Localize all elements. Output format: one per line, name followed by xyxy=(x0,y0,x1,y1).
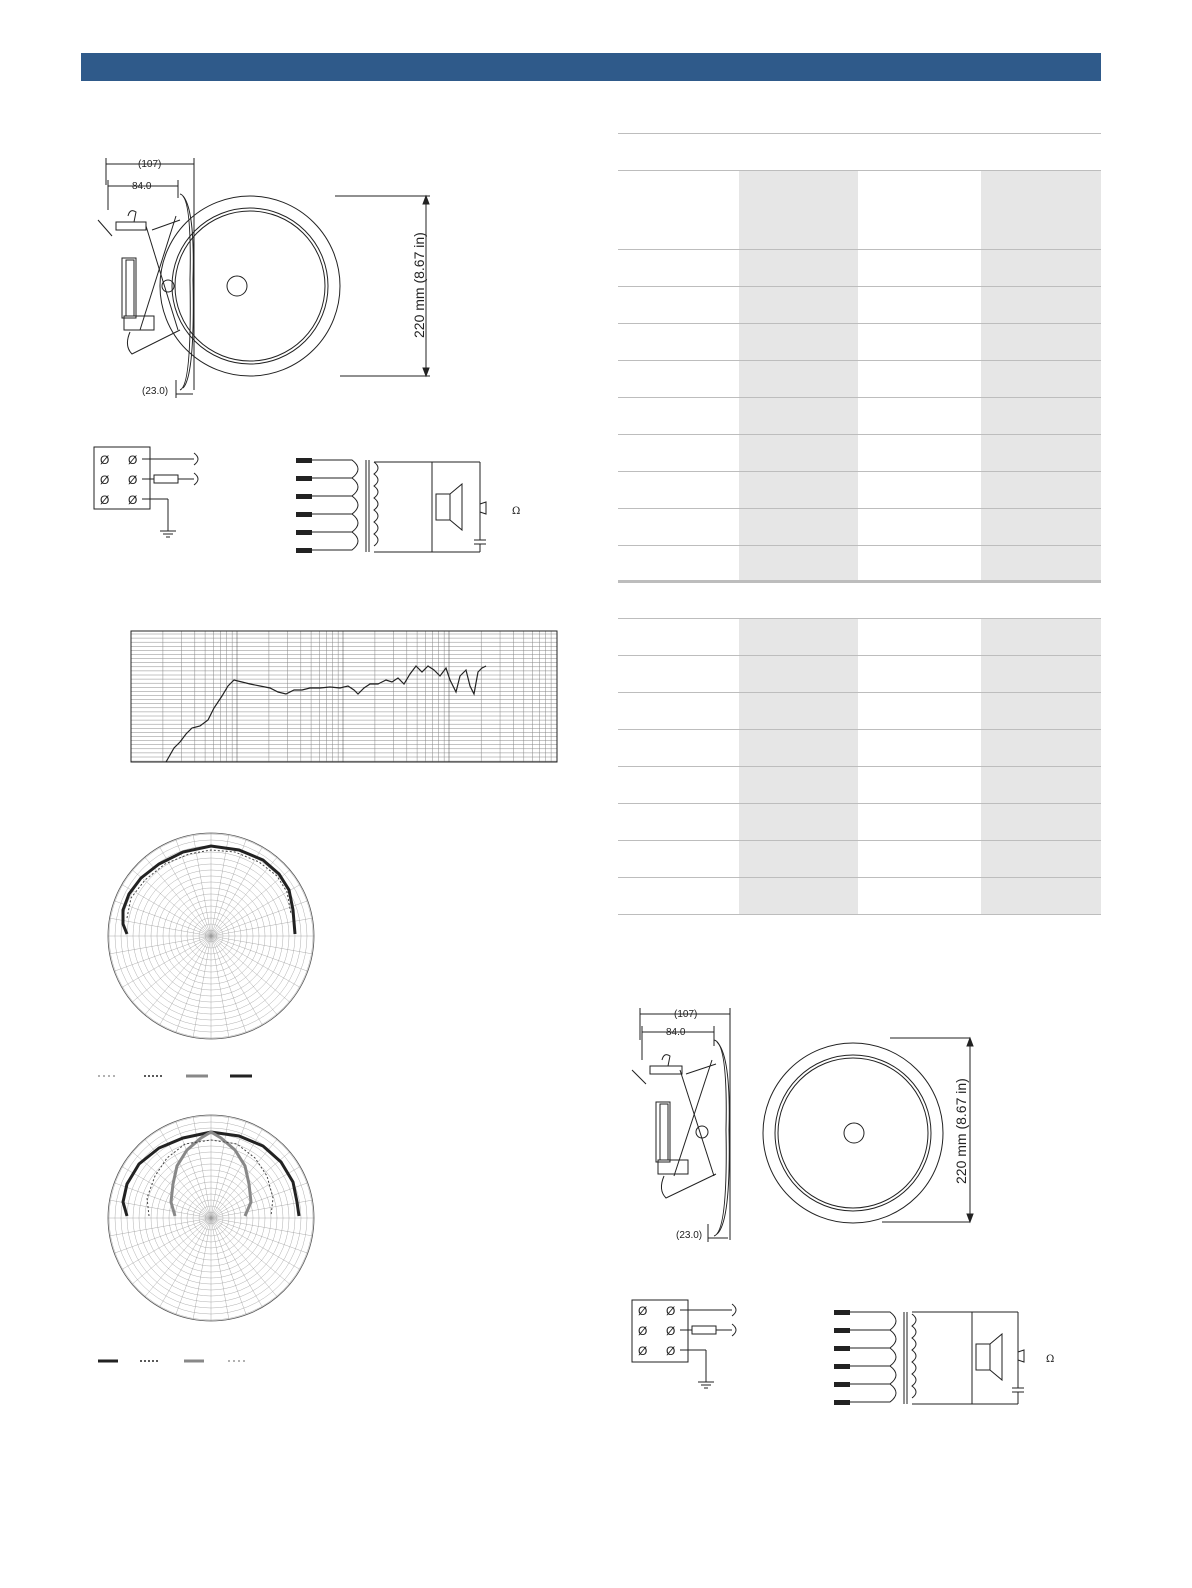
table-cell xyxy=(859,435,979,471)
impedance-symbol: Ω xyxy=(512,506,521,517)
table-cell xyxy=(981,730,1101,766)
frequency-response-chart xyxy=(130,630,560,766)
terminal-symbol: Ø xyxy=(666,1304,676,1318)
table-cell xyxy=(859,546,979,582)
transformer-schematic-2 xyxy=(832,1306,1072,1411)
table-cell xyxy=(981,656,1101,692)
table-row xyxy=(618,804,1101,841)
table-cell xyxy=(981,398,1101,434)
table-cell xyxy=(859,767,979,803)
table-cell xyxy=(739,619,858,655)
frequency-response-curve xyxy=(166,666,486,762)
table-cell xyxy=(859,619,979,655)
table-cell xyxy=(859,472,979,508)
dim-label-flange: (23.0) xyxy=(142,386,169,397)
table-cell xyxy=(618,656,738,692)
table-cell xyxy=(981,250,1101,286)
terminal-symbol: Ø xyxy=(128,453,138,467)
table-row xyxy=(618,472,1101,509)
table-cell xyxy=(859,730,979,766)
table-cell xyxy=(618,730,738,766)
terminal-block-diagram-1 xyxy=(92,445,222,545)
dim-label-diameter: 220 mm (8.67 in) xyxy=(953,1078,969,1184)
polar-curve-dotted xyxy=(127,850,291,918)
table-separator xyxy=(618,580,1101,582)
table-row xyxy=(618,361,1101,398)
table-row xyxy=(618,509,1101,546)
table-cell xyxy=(981,878,1101,914)
table-row xyxy=(618,398,1101,435)
impedance-symbol: Ω xyxy=(1046,1354,1055,1365)
table-row xyxy=(618,619,1101,656)
terminal-symbol: Ø xyxy=(638,1344,648,1358)
table-cell xyxy=(739,841,858,877)
table-cell xyxy=(739,878,858,914)
table-cell xyxy=(981,287,1101,323)
table-cell xyxy=(618,435,738,471)
terminal-symbol: Ø xyxy=(666,1344,676,1358)
table-row xyxy=(618,435,1101,472)
terminal-symbol: Ø xyxy=(128,493,138,507)
table-cell xyxy=(981,767,1101,803)
table-cell xyxy=(859,398,979,434)
table-cell xyxy=(618,804,738,840)
table-row xyxy=(618,324,1101,361)
table-cell xyxy=(859,804,979,840)
table-cell xyxy=(859,656,979,692)
polar-chart-1 xyxy=(105,830,317,1042)
table-row xyxy=(618,767,1101,804)
terminal-symbol: Ø xyxy=(100,453,110,467)
transformer-schematic-1 xyxy=(294,454,534,559)
table-cell xyxy=(981,509,1101,545)
terminal-block-diagram-2 xyxy=(630,1298,760,1398)
table-cell xyxy=(739,361,858,397)
table-cell xyxy=(618,509,738,545)
table-cell xyxy=(739,767,858,803)
table-row xyxy=(618,546,1101,583)
table-cell xyxy=(618,841,738,877)
table-cell xyxy=(859,878,979,914)
terminal-symbol: Ø xyxy=(638,1304,648,1318)
table-cell xyxy=(859,693,979,729)
dim-label-overall: (107) xyxy=(138,159,162,170)
table-cell xyxy=(618,250,738,286)
table-cell xyxy=(618,324,738,360)
terminal-symbol: Ø xyxy=(638,1324,648,1338)
table-cell xyxy=(981,841,1101,877)
table-row xyxy=(618,841,1101,878)
table-cell xyxy=(618,398,738,434)
terminal-symbol: Ø xyxy=(100,493,110,507)
table-cell xyxy=(739,546,858,582)
polar-curve-dotted xyxy=(147,1140,273,1216)
table-cell xyxy=(618,878,738,914)
table-cell xyxy=(739,398,858,434)
table-cell xyxy=(859,287,979,323)
table-cell xyxy=(739,435,858,471)
table-cell xyxy=(739,656,858,692)
table-cell xyxy=(618,767,738,803)
dim-label-diameter: 220 mm (8.67 in) xyxy=(411,232,427,338)
table-cell xyxy=(981,804,1101,840)
table-cell xyxy=(618,361,738,397)
table-1-top-rule xyxy=(618,133,1101,134)
table-cell xyxy=(618,472,738,508)
terminal-symbol: Ø xyxy=(128,473,138,487)
spec-table-2 xyxy=(618,618,1101,915)
table-cell xyxy=(981,619,1101,655)
table-cell xyxy=(981,693,1101,729)
dim-label-body: 84.0 xyxy=(666,1027,686,1038)
table-cell xyxy=(981,435,1101,471)
table-row xyxy=(618,730,1101,767)
table-row xyxy=(618,693,1101,730)
dim-label-flange: (23.0) xyxy=(676,1230,703,1241)
polar-legend-1 xyxy=(96,1070,266,1082)
terminal-symbol: Ø xyxy=(100,473,110,487)
table-cell xyxy=(859,324,979,360)
table-header-row xyxy=(618,170,1101,250)
table-cell xyxy=(739,250,858,286)
table-row xyxy=(618,656,1101,693)
table-cell xyxy=(739,804,858,840)
polar-legend-2 xyxy=(96,1355,266,1367)
table-cell xyxy=(739,324,858,360)
dim-label-body: 84.0 xyxy=(132,181,152,192)
table-cell xyxy=(618,287,738,323)
table-cell xyxy=(981,472,1101,508)
table-cell xyxy=(618,546,738,582)
polar-chart-2 xyxy=(105,1112,317,1324)
table-row xyxy=(618,878,1101,915)
table-cell xyxy=(859,841,979,877)
table-cell xyxy=(859,361,979,397)
table-cell xyxy=(981,546,1101,582)
dimension-drawing-1 xyxy=(80,150,460,400)
table-row xyxy=(618,287,1101,324)
table-cell xyxy=(618,693,738,729)
header-band xyxy=(81,53,1101,81)
table-cell xyxy=(859,250,979,286)
table-cell xyxy=(739,693,858,729)
dim-label-overall: (107) xyxy=(674,1009,698,1020)
table-cell xyxy=(618,619,738,655)
dimension-drawing-2 xyxy=(620,1000,1000,1250)
terminal-symbol: Ø xyxy=(666,1324,676,1338)
table-cell xyxy=(981,324,1101,360)
table-cell xyxy=(981,361,1101,397)
table-cell xyxy=(739,287,858,323)
table-row xyxy=(618,250,1101,287)
table-cell xyxy=(739,730,858,766)
table-cell xyxy=(739,472,858,508)
table-cell xyxy=(739,509,858,545)
spec-table-1 xyxy=(618,170,1101,583)
table-cell xyxy=(859,509,979,545)
